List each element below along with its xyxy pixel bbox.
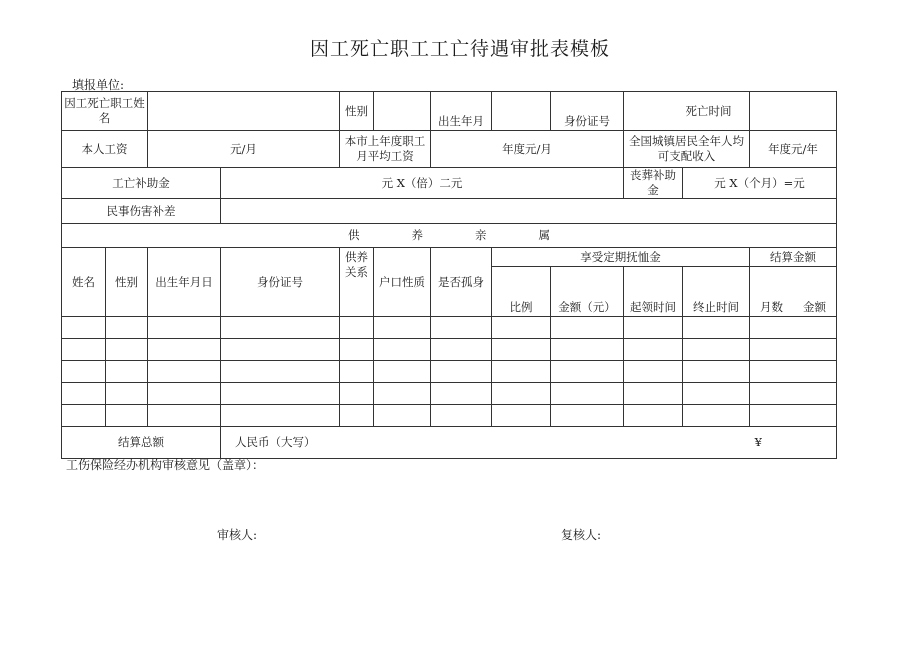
col-settle-amount-header — [750, 267, 837, 317]
cell[interactable] — [62, 339, 106, 361]
col-birth-header: 出生年月日 — [148, 248, 221, 317]
cell[interactable] — [340, 361, 374, 383]
col-start-header: 起领时间 — [624, 267, 683, 317]
cell[interactable] — [551, 339, 624, 361]
cell[interactable] — [431, 361, 492, 383]
col-months-header: 月数 — [760, 300, 783, 314]
avg-wage-value[interactable]: 年度元/月 — [431, 131, 624, 168]
cell[interactable] — [374, 317, 431, 339]
disposable-income-value[interactable]: 年度元/年 — [750, 131, 837, 168]
total-row — [62, 427, 837, 459]
cell[interactable] — [106, 383, 148, 405]
approval-form-table — [61, 91, 837, 459]
col-amount-header: 金额（元） — [551, 267, 624, 317]
cell[interactable] — [431, 317, 492, 339]
birth-label: 出生年月 — [431, 92, 492, 131]
table-row — [62, 361, 837, 383]
cell[interactable] — [624, 317, 683, 339]
yen-symbol: ¥ — [754, 435, 762, 449]
cell[interactable] — [221, 361, 340, 383]
cell[interactable] — [492, 317, 551, 339]
dependents-section-row — [62, 224, 837, 248]
cell[interactable] — [62, 317, 106, 339]
wage-info-row — [62, 131, 837, 168]
cell[interactable] — [683, 317, 750, 339]
cell[interactable] — [624, 405, 683, 427]
col-relation-header: 供养关系 — [340, 248, 374, 317]
total-label: 结算总额 — [62, 427, 221, 459]
cell[interactable] — [374, 361, 431, 383]
cell[interactable] — [221, 383, 340, 405]
deceased-info-row — [62, 92, 837, 131]
civil-compensation-value[interactable] — [221, 199, 837, 224]
col-id-header: 身份证号 — [221, 248, 340, 317]
cell[interactable] — [551, 361, 624, 383]
cell[interactable] — [62, 405, 106, 427]
rechecker-label: 复核人: — [561, 528, 602, 542]
form-title: 因工死亡职工工亡待遇审批表模板 — [309, 38, 610, 60]
cell[interactable] — [624, 339, 683, 361]
cell[interactable] — [431, 405, 492, 427]
birth-value[interactable] — [492, 92, 551, 131]
cell[interactable] — [374, 405, 431, 427]
subsidy-row — [62, 168, 837, 199]
col-end-header: 终止时间 — [683, 267, 750, 317]
cell[interactable] — [148, 317, 221, 339]
cell[interactable] — [750, 383, 837, 405]
cell[interactable] — [148, 339, 221, 361]
col-gender-header: 性别 — [106, 248, 148, 317]
cell[interactable] — [750, 405, 837, 427]
cell[interactable] — [750, 339, 837, 361]
pension-group-header: 享受定期抚恤金 — [492, 248, 750, 267]
col-orphan-header: 是否孤身 — [431, 248, 492, 317]
reviewer-label: 审核人: — [217, 528, 258, 542]
cell[interactable] — [492, 339, 551, 361]
cell[interactable] — [374, 339, 431, 361]
cell[interactable] — [340, 339, 374, 361]
avg-wage-label: 本市上年度职工月平均工资 — [340, 131, 431, 168]
cell[interactable] — [340, 317, 374, 339]
cell[interactable] — [340, 383, 374, 405]
cell[interactable] — [148, 405, 221, 427]
civil-compensation-label: 民事伤害补差 — [62, 199, 221, 224]
cell[interactable] — [221, 317, 340, 339]
cell[interactable] — [106, 405, 148, 427]
fill-unit-label: 填报单位: — [72, 78, 125, 92]
gender-value[interactable] — [374, 92, 431, 131]
cell[interactable] — [624, 383, 683, 405]
cell[interactable] — [148, 383, 221, 405]
cell[interactable] — [551, 383, 624, 405]
cell[interactable] — [106, 339, 148, 361]
disposable-income-label: 全国城镇居民全年人均可支配收入 — [624, 131, 750, 168]
cell[interactable] — [374, 383, 431, 405]
cell[interactable] — [551, 317, 624, 339]
death-subsidy-formula[interactable]: 元 X（倍）二元 — [221, 168, 624, 199]
total-value[interactable] — [221, 427, 837, 459]
salary-value[interactable]: 元/月 — [148, 131, 340, 168]
dependents-header-row — [62, 248, 837, 267]
cell[interactable] — [62, 383, 106, 405]
settle-group-header: 结算金额 — [750, 248, 837, 267]
civil-compensation-row — [62, 199, 837, 224]
cell[interactable] — [683, 383, 750, 405]
death-time-label: 死亡时间 — [683, 92, 750, 131]
cell[interactable] — [624, 361, 683, 383]
cell[interactable] — [106, 361, 148, 383]
cell[interactable] — [221, 405, 340, 427]
review-opinion-label: 工伤保险经办机构审核意见（盖章）： — [66, 458, 265, 472]
table-row — [62, 405, 837, 427]
death-time-value[interactable] — [750, 92, 837, 131]
cell[interactable] — [148, 361, 221, 383]
table-row — [62, 383, 837, 405]
cell[interactable] — [683, 405, 750, 427]
col-name-header: 姓名 — [62, 248, 106, 317]
cell[interactable] — [750, 317, 837, 339]
deceased-name-label: 因工死亡职工姓名 — [62, 92, 148, 131]
dependents-section-title — [62, 224, 837, 248]
cell[interactable] — [492, 405, 551, 427]
cell[interactable] — [62, 361, 106, 383]
section-char: 亲 — [475, 228, 487, 242]
section-char: 属 — [538, 228, 550, 242]
cell[interactable] — [340, 405, 374, 427]
death-subsidy-label: 工亡补助金 — [62, 168, 221, 199]
cell[interactable] — [551, 405, 624, 427]
id-number-label: 身份证号 — [551, 92, 624, 131]
funeral-subsidy-formula[interactable]: 元 X（个月）=元 — [683, 168, 837, 199]
section-char: 养 — [411, 228, 423, 242]
cell[interactable] — [750, 361, 837, 383]
col-hukou-header: 户口性质 — [374, 248, 431, 317]
cell[interactable] — [106, 317, 148, 339]
cell[interactable] — [221, 339, 340, 361]
col-ratio-header: 比例 — [492, 267, 551, 317]
gender-label: 性别 — [340, 92, 374, 131]
table-row — [62, 339, 837, 361]
section-char: 供 — [348, 228, 360, 242]
col-settle-amount-label: 金额 — [803, 300, 826, 314]
cell[interactable] — [683, 361, 750, 383]
rmb-uppercase-label: 人民币（大写） — [235, 435, 316, 449]
funeral-subsidy-label: 丧葬补助金 — [624, 168, 683, 199]
cell[interactable] — [431, 383, 492, 405]
id-number-value[interactable] — [624, 92, 683, 131]
deceased-name-value[interactable] — [148, 92, 340, 131]
cell[interactable] — [492, 383, 551, 405]
cell[interactable] — [492, 361, 551, 383]
cell[interactable] — [683, 339, 750, 361]
table-row — [62, 317, 837, 339]
salary-label: 本人工资 — [62, 131, 148, 168]
cell[interactable] — [431, 339, 492, 361]
